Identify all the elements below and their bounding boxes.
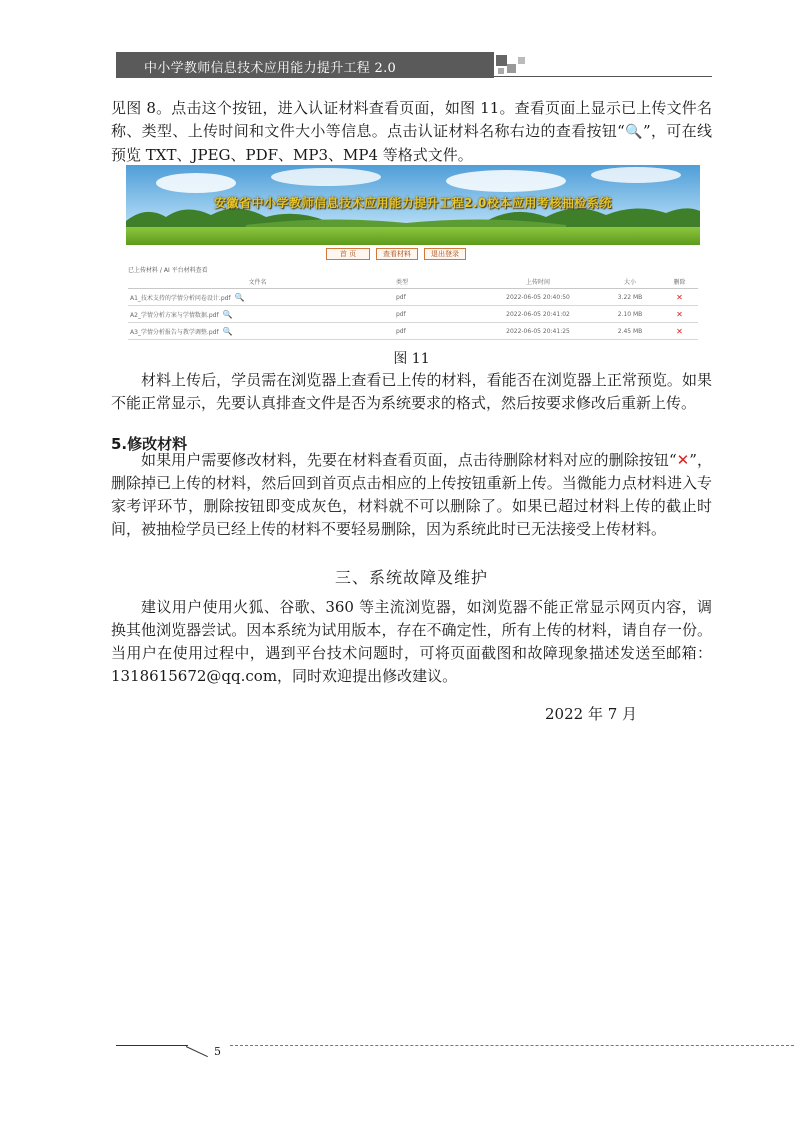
upload-time: 2022-06-05 20:41:02: [477, 306, 599, 323]
delete-x-icon[interactable]: ✕: [676, 292, 683, 302]
file-type: pdf: [386, 289, 477, 306]
paragraph-upload-check: 材料上传后，学员需在浏览器上查看已上传的材料，看能否在浏览器上正常预览。如果不能正常显示，先要认真排查文件是否为系统要求的格式，然后按要求修改后重新上传。: [111, 371, 712, 412]
column-header: 类型: [386, 275, 477, 289]
footer-dashed-rule: [230, 1045, 794, 1046]
table-header-row: [128, 275, 698, 289]
file-name-link[interactable]: A3_学情分析报告与教学调整.pdf: [130, 328, 219, 336]
file-name-link[interactable]: A1_技术支持的学情分析问卷设计.pdf: [130, 294, 231, 302]
file-name-link[interactable]: A2_学情分析方案与学情数据.pdf: [130, 311, 219, 319]
header-decor-square: [518, 57, 525, 64]
delete-x-icon[interactable]: ✕: [676, 309, 683, 319]
figure-11-screenshot: [126, 165, 700, 340]
column-header: 上传时间: [477, 275, 599, 289]
file-type: pdf: [386, 306, 477, 323]
magnifier-icon[interactable]: 🔍: [222, 309, 233, 319]
document-date: 2022 年 7 月: [545, 705, 638, 723]
column-header: 文件名: [128, 275, 386, 289]
table-row: [128, 289, 698, 306]
header-rule: [494, 76, 712, 77]
table-row: [128, 323, 698, 340]
breadcrumb: 已上传材料 / AI 平台材料查看: [128, 267, 208, 274]
column-header: 大小: [599, 275, 661, 289]
nav-logout-button[interactable]: 退出登录: [424, 248, 466, 260]
section-heading: 5.修改材料: [111, 435, 188, 453]
materials-table: [128, 275, 698, 340]
table-row: [128, 306, 698, 323]
column-header: 删除: [661, 275, 698, 289]
paragraph-figure-intro: 见图 8。点击这个按钮，进入认证材料查看页面，如图 11。查看页面上显示已上传文件名称、类型、上传时间和文件大小等信息。点击认证材料名称右边的查看按钮“🔍”，可在线预览 TXT、JPEG、PDF、MP3、MP4 等格式文件。: [111, 99, 712, 164]
upload-time: 2022-06-05 20:41:25: [477, 323, 599, 340]
delete-x-icon: ✕: [676, 451, 690, 469]
paragraph-modify-materials: 如果用户需要修改材料，先要在材料查看页面，点击待删除材料对应的删除按钮“✕”，删除掉已上传的材料，然后回到首页点击相应的上传按钮重新上传。当微能力点材料进入专家考评环节，删除按钮即变成灰色，材料就不可以删除了。如果已超过材料上传的截止时间，被抽检学员已经上传的材料不要轻易删除，因为系统此时已无法接受上传材料。: [111, 451, 712, 538]
delete-x-icon[interactable]: ✕: [676, 326, 683, 336]
banner-title: 安徽省中小学教师信息技术应用能力提升工程2.0校本应用考核抽检系统: [214, 196, 612, 210]
header-title: 中小学教师信息技术应用能力提升工程 2.0: [144, 61, 397, 76]
file-size: 3.22 MB: [599, 289, 661, 306]
header-decor-square: [496, 55, 507, 66]
file-size: 2.10 MB: [599, 306, 661, 323]
running-header: [116, 52, 494, 78]
footer-rule: [116, 1045, 188, 1046]
nav-home-button[interactable]: 首 页: [326, 248, 370, 260]
chapter-heading: 三、系统故障及维护: [334, 568, 488, 587]
file-size: 2.45 MB: [599, 323, 661, 340]
upload-time: 2022-06-05 20:40:50: [477, 289, 599, 306]
magnifier-icon[interactable]: 🔍: [222, 326, 233, 336]
nav-view-materials-button[interactable]: 查看材料: [376, 248, 418, 260]
footer-rule-slant: [186, 1046, 208, 1057]
nav-bar: [326, 248, 466, 259]
header-decor-square: [507, 64, 516, 73]
page-number: 5: [214, 1045, 221, 1058]
file-type: pdf: [386, 323, 477, 340]
header-decor-square: [498, 68, 504, 74]
paragraph-troubleshooting: 建议用户使用火狐、谷歌、360 等主流浏览器，如浏览器不能正常显示网页内容，调换其他浏览器尝试。因本系统为试用版本，存在不确定性，所有上传的材料，请自存一份。当用户在使用过程中，遇到平台技术问题时，可将页面截图和故障现象描述发送至邮箱：1318615672@qq.com，同时欢迎提出修改建议。: [111, 598, 712, 685]
magnifier-icon[interactable]: 🔍: [234, 292, 245, 302]
magnifier-icon: 🔍: [624, 124, 643, 140]
figure-caption: 图 11: [393, 351, 430, 367]
